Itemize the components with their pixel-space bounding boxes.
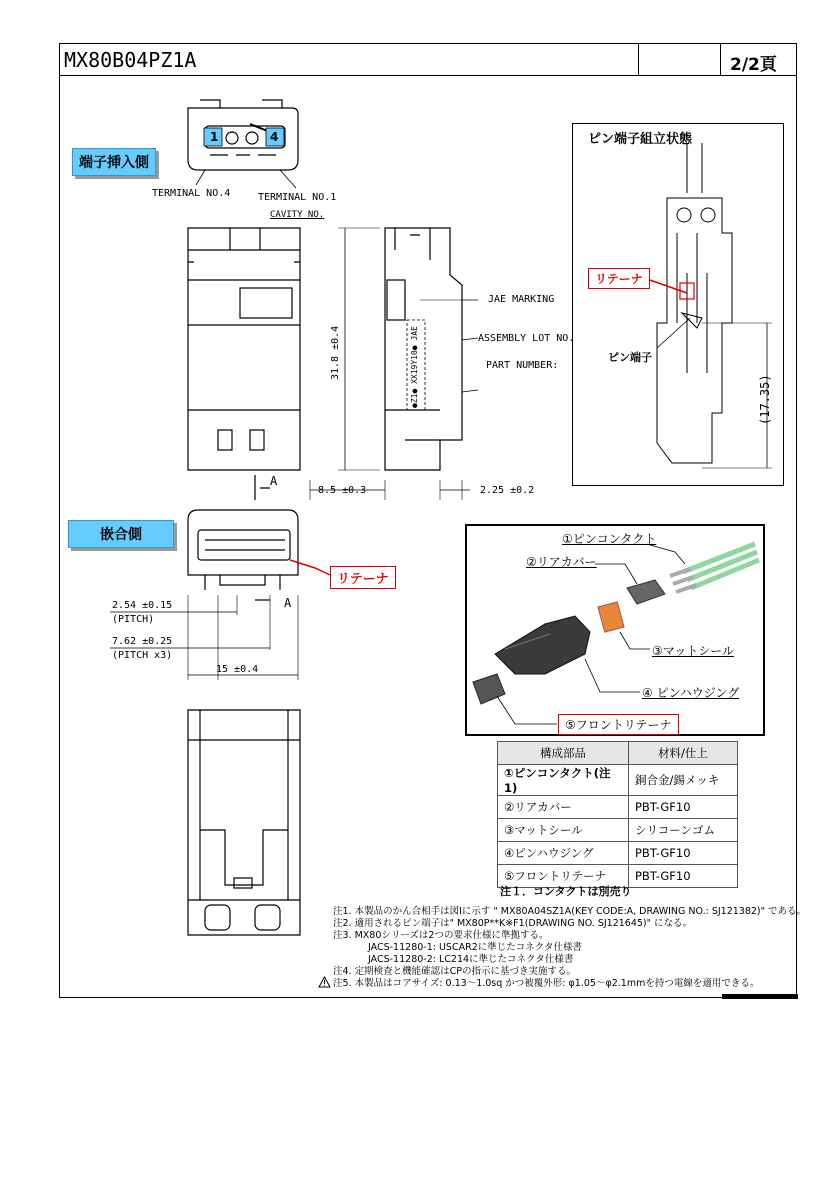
cavity-4-number: 4 — [270, 130, 279, 144]
table-row — [498, 819, 738, 842]
exploded-view — [465, 524, 765, 736]
table-row — [498, 842, 738, 865]
note-3b: JACS-11280-2: LC214に準じたコネクタ仕様書 — [368, 954, 574, 965]
note-4: 注4. 定期検査と機能確認はCPの指示に基づき実施する。 — [333, 966, 576, 977]
parts-footnote: 注１．コンタクトは別売り — [500, 885, 632, 898]
detail-dimension: (17.35) — [758, 374, 772, 425]
pitch-label: (PITCH) — [112, 614, 155, 625]
height-dimension: 31.8 ±0.4 — [330, 325, 341, 380]
section-a-bottom: A — [284, 596, 292, 610]
warning-icon — [318, 976, 331, 988]
part-number-title: MX80B04PZ1A — [64, 48, 197, 72]
table-row — [498, 796, 738, 819]
material-cell: PBT-GF10 — [629, 842, 738, 865]
terminal-no1-label: TERMINAL NO.1 — [258, 192, 337, 203]
width-dimension: 15 ±0.4 — [216, 664, 259, 675]
offset-dimension: 2.25 ±0.2 — [480, 485, 535, 496]
cavity-1-number: 1 — [210, 130, 219, 144]
component-4-label: ④ ピンハウジング — [642, 686, 740, 700]
material-cell: PBT-GF10 — [629, 865, 738, 888]
note-3: 注3. MX80シリーズは2つの要求仕様に準拠する。 — [333, 930, 549, 941]
side-view-outline — [385, 228, 462, 470]
note-5: 注5. 本製品はコアサイズ: 0.13～1.0sq かつ被覆外形: φ1.05～φ2.1mmを持つ電線を適用できる。 — [333, 978, 760, 989]
component-cell: ②リアカバー — [498, 796, 629, 819]
bottom-view-outline — [188, 710, 300, 935]
mating-side-label: 嵌合側 — [68, 520, 174, 548]
detail-retainer-callout: リテーナ — [588, 268, 650, 289]
material-cell: 銅合金/錫メッキ — [629, 765, 738, 796]
component-3-label: ③マットシール — [652, 644, 735, 658]
detail-cross-section — [572, 123, 784, 486]
front-view-outline — [188, 510, 298, 575]
pitch-dimension: 2.54 ±0.15 — [112, 600, 173, 611]
section-a-top: A — [270, 474, 278, 488]
component-cell: ③マットシール — [498, 819, 629, 842]
material-cell: PBT-GF10 — [629, 796, 738, 819]
note-2: 注2. 適用されるピン端子は" MX80P**K※F1(DRAWING NO. SJ121645)" になる。 — [333, 918, 693, 929]
jae-marking-label: JAE MARKING — [488, 294, 555, 305]
marking-lot: XX19Y10● — [410, 345, 419, 384]
marking-part: ●Z1● — [410, 388, 419, 408]
page-indicator: 2/2頁 — [730, 55, 777, 75]
top-view-outline — [188, 228, 300, 470]
depth-dimension: 8.5 ±0.3 — [318, 485, 367, 496]
assembly-lot-label: ASSEMBLY LOT NO. — [478, 333, 575, 344]
detail-pin-terminal-label: ピン端子 — [608, 351, 652, 364]
part-number-label: PART NUMBER: — [486, 360, 559, 371]
detail-title: ピン端子組立状態 — [588, 132, 693, 147]
terminal-no4-label: TERMINAL NO.4 — [152, 188, 231, 199]
note-3a: JACS-11280-1: USCAR2に準じたコネクタ仕様書 — [368, 942, 583, 953]
material-cell: シリコーンゴム — [629, 819, 738, 842]
marking-text — [410, 326, 419, 408]
component-cell: ④ピンハウジング — [498, 842, 629, 865]
pitch3-label: (PITCH x3) — [112, 650, 173, 661]
pitch3-dimension: 7.62 ±0.25 — [112, 636, 173, 647]
column-header: 構成部品 — [498, 742, 629, 765]
component-5-label: ⑤フロントリテーナ — [558, 714, 679, 735]
component-cell: ⑤フロントリテーナ — [498, 865, 629, 888]
cavity-no-label: CAVITY NO. — [270, 210, 325, 220]
table-header-row — [498, 742, 738, 765]
terminal-side-label: 端子挿入側 — [72, 148, 156, 176]
retainer-callout: リテーナ — [330, 566, 396, 589]
component-1-label: ①ピンコンタクト — [562, 532, 657, 546]
column-header: 材料/仕上 — [629, 742, 738, 765]
parts-table — [497, 741, 738, 888]
note-1: 注1. 本製品のかん合相手は図Iに示す " MX80A04SZ1A(KEY CODE:A, DRAWING NO.: SJ121382)" である。 — [333, 906, 807, 917]
component-cell: ①ピンコンタクト(注1) — [498, 765, 629, 796]
marking-jae: JAE — [410, 326, 419, 341]
component-2-label: ②リアカバー — [526, 555, 597, 569]
table-row — [498, 765, 738, 796]
